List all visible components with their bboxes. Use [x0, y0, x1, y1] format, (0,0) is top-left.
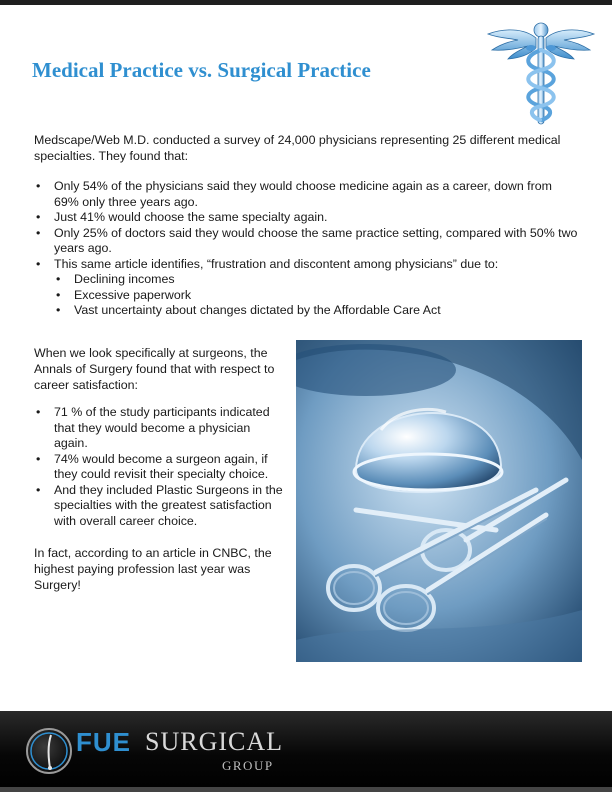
logo-fue-text: FUE	[76, 727, 131, 757]
logo-group-text: GROUP	[222, 758, 274, 773]
footer	[0, 711, 612, 792]
survey-findings-list	[34, 179, 579, 319]
logo-surgical-text: SURGICAL	[145, 727, 284, 756]
intro-paragraph: Medscape/Web M.D. conducted a survey of 24,000 physicians representing 25 different medical specialties. They found that:	[34, 133, 561, 163]
list-item-text: This same article identifies, “frustration and discontent among physicians” due to:	[54, 256, 499, 271]
page-title: Medical Practice vs. Surgical Practice	[32, 58, 371, 82]
footer-divider	[0, 787, 612, 792]
discontent-causes-list	[54, 272, 579, 319]
list-item: • Declining incomes	[54, 272, 579, 288]
list-item: • Just 41% would choose the same specialty again.	[34, 210, 579, 226]
surgical-instruments-photo	[296, 340, 582, 662]
list-item	[34, 257, 579, 319]
caduceus-icon	[484, 16, 598, 128]
surgeon-findings-list	[34, 405, 286, 529]
list-item: • Vast uncertainty about changes dictated by the Affordable Care Act	[54, 303, 579, 319]
list-item: • And they included Plastic Surgeons in the specialties with the greatest satisfaction with overall career choice.	[34, 483, 286, 530]
photo-illustration	[296, 340, 582, 662]
list-item: • Only 25% of doctors said they would choose the same practice setting, compared with 50% two years ago.	[34, 226, 579, 257]
surgeons-intro-paragraph: When we look specifically at surgeons, the Annals of Surgery found that with respect to career satisfaction:	[34, 346, 275, 392]
list-item: • 74% would become a surgeon again, if they could revisit their specialty choice.	[34, 452, 286, 483]
list-item: • 71 % of the study participants indicated that they would become a physician again.	[34, 405, 286, 452]
outro-paragraph: In fact, according to an article in CNBC, the highest paying profession last year was Surgery!	[34, 546, 272, 592]
top-bar	[0, 0, 612, 5]
list-item: • Only 54% of the physicians said they would choose medicine again as a career, down from 69% only three years ago.	[34, 179, 579, 210]
list-item: • Excessive paperwork	[54, 288, 579, 304]
logo-mark-icon	[24, 726, 74, 776]
